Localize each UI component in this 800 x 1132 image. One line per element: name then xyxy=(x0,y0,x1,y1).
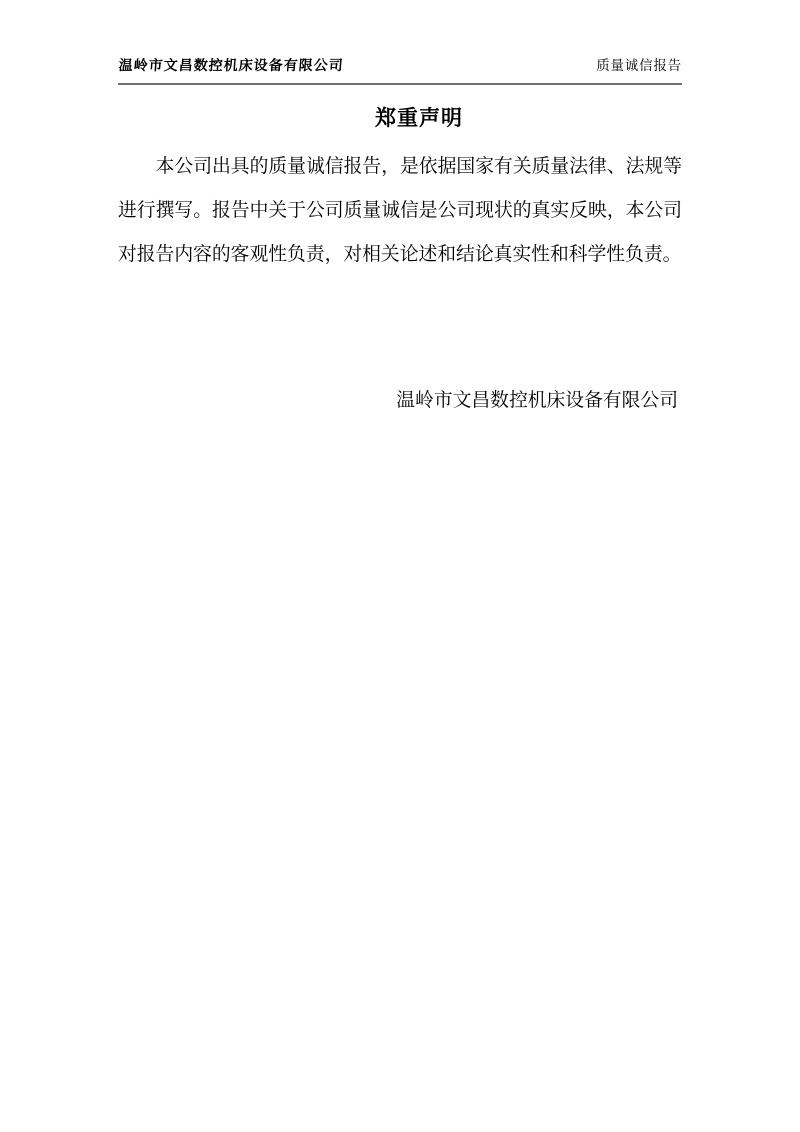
signature-company-name: 温岭市文昌数控机床设备有限公司 xyxy=(396,390,678,411)
page-header xyxy=(118,54,682,85)
header-doc-title: 质量诚信报告 xyxy=(596,58,682,73)
header-divider xyxy=(118,83,682,85)
header-company-name: 温岭市文昌数控机床设备有限公司 xyxy=(118,59,345,74)
page-header-row xyxy=(118,54,682,75)
declaration-paragraph: 本公司出具的质量诚信报告，是依据国家有关质量法律、法规等进行撰写。报告中关于公司质量诚信是公司现状的真实反映，本公司对报告内容的客观性负责，对相关论述和结论真实性和科学性负责。 xyxy=(118,156,682,265)
declaration-title: 郑重声明 xyxy=(375,107,463,130)
